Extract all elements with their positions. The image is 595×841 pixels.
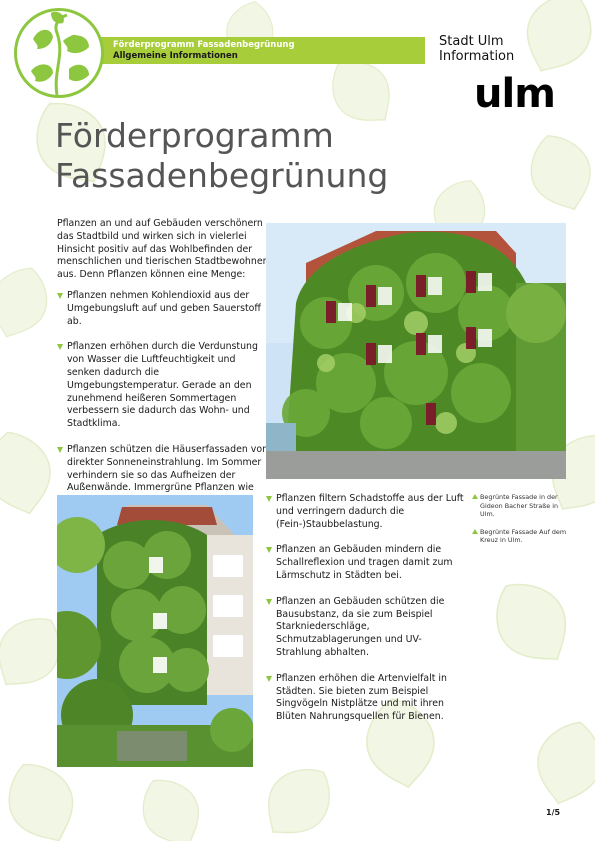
list-item: Pflanzen erhöhen die Artenvielfalt in Städten. Sie bieten zum Beispiel Singvögeln Nistplätze und mit ihren Blüten Nahrungsquellen für Bienen. <box>266 673 466 724</box>
list-item: Pflanzen an Gebäuden schützen die Bausubstanz, da sie zum Beispiel Starkniederschläge, Schmutzablagerungen und UV-Strahlung abhalten. <box>266 596 466 660</box>
page-number: 1/5 <box>546 808 561 817</box>
city-name: Stadt Ulm <box>439 34 504 49</box>
caption-arrow-up-icon <box>472 494 478 499</box>
banner-subtitle: Allgemeine Informationen <box>113 51 238 61</box>
benefits-list-right <box>266 493 466 735</box>
photo-ivy-house-auf-dem-kreuz <box>57 495 253 767</box>
list-item: Pflanzen erhöhen durch die Verdunstung von Wasser die Luftfeuchtigkeit und senken dadurch die Umgebungstemperatur. Gerade an den zunehmend heißeren Sommertagen verbessern sie dadurch das Wohn- und Stadtklima. <box>57 341 267 431</box>
caption-photo-2: Begrünte Fassade Auf dem Kreuz in Ulm. <box>472 528 572 545</box>
info-label: Information <box>439 49 515 64</box>
leaf-logo <box>14 8 104 98</box>
bullet-triangle-icon <box>266 496 272 502</box>
banner-program-title: Förderprogramm Fassadenbegrünung <box>113 40 295 50</box>
header-banner <box>99 37 425 64</box>
ulm-brand-logo: ulm <box>474 71 555 117</box>
photo-ivy-facade-gideon-bacher <box>266 223 566 479</box>
list-item: Pflanzen filtern Schadstoffe aus der Luft und verringern dadurch die (Fein-)Staubbelastung. <box>266 493 466 531</box>
caption-arrow-up-icon <box>472 529 478 534</box>
vine-leaves-icon <box>17 11 101 95</box>
bullet-triangle-icon <box>266 676 272 682</box>
bullet-triangle-icon <box>266 599 272 605</box>
bullet-triangle-icon <box>57 293 63 299</box>
intro-paragraph: Pflanzen an und auf Gebäuden verschönern das Stadtbild und wirken sich in vielerlei Hinsicht positiv auf das Wohlbefinden der menschlichen und tierischen Stadtbewohner aus. Denn Pflanzen können eine Menge: <box>57 218 267 281</box>
city-info-label <box>439 34 514 64</box>
photo-captions <box>472 493 572 554</box>
list-item: Pflanzen an Gebäuden mindern die Schallreflexion und tragen damit zum Lärmschutz in Städten bei. <box>266 544 466 582</box>
caption-photo-1: Begrünte Fassade in der Gideon Bacher Straße in Ulm. <box>472 493 572 519</box>
list-item: Pflanzen nehmen Kohlendioxid aus der Umgebungsluft auf und geben Sauerstoff ab. <box>57 290 267 328</box>
page-title <box>55 116 388 196</box>
bullet-triangle-icon <box>57 344 63 350</box>
bullet-triangle-icon <box>266 547 272 553</box>
list-item: Pflanzen schützen die Häuserfassaden vor direkter Sonneneinstrahlung. Im Sommer verhindern sie so das Aufheizen der Außenwände. Immergrüne Pflanzen wie <box>57 444 267 521</box>
title-line-1: Förderprogramm <box>55 116 334 155</box>
bullet-triangle-icon <box>57 447 63 453</box>
title-line-2: Fassadenbegrünung <box>55 156 389 195</box>
